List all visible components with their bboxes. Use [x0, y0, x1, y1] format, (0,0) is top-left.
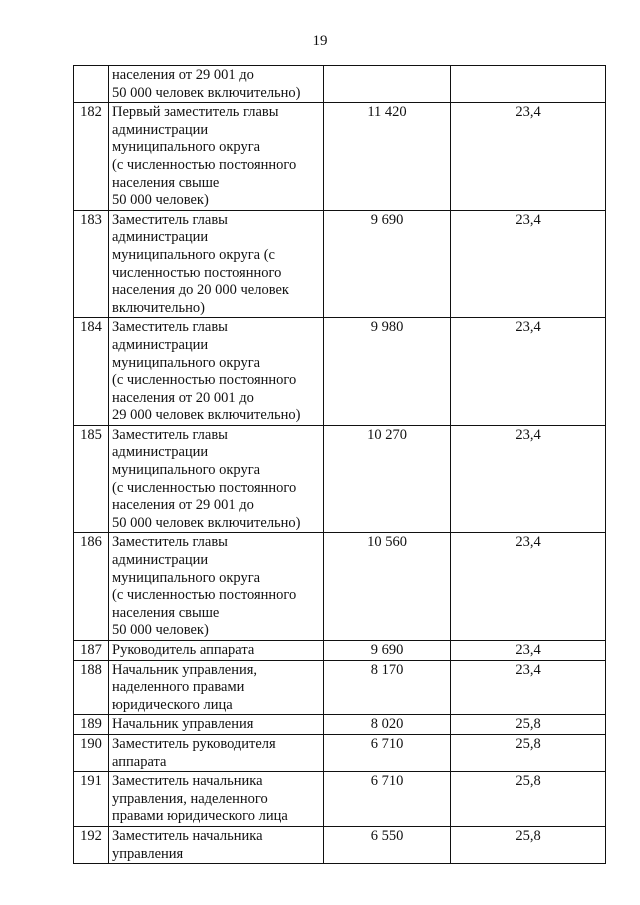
row-number-cell: 192 [74, 826, 109, 863]
rate-cell: 23,4 [451, 425, 606, 533]
position-name-line: 50 000 человек) [112, 192, 209, 209]
position-name-line: Заместитель главы [112, 534, 228, 551]
row-number-cell: 186 [74, 533, 109, 641]
salary-cell: 6 550 [324, 826, 451, 863]
table-row [74, 660, 606, 715]
position-name-line: управления [112, 845, 184, 862]
position-name-line: Заместитель главы [112, 319, 228, 336]
rate-cell: 23,4 [451, 533, 606, 641]
rate-cell: 23,4 [451, 103, 606, 211]
position-name-line: муниципального округа (с [112, 246, 275, 263]
position-name-cell [109, 715, 324, 735]
position-name-line: юридического лица [112, 696, 233, 713]
table-row [74, 826, 606, 863]
salary-cell: 9 980 [324, 318, 451, 426]
salary-cell: 11 420 [324, 103, 451, 211]
position-name-cell [109, 772, 324, 827]
position-name-cell [109, 103, 324, 211]
table-row [74, 425, 606, 533]
rate-cell: 25,8 [451, 826, 606, 863]
position-name-line: администрации [112, 121, 209, 138]
position-name-line: (с численностью постоянного [112, 587, 297, 604]
position-name-line: Заместитель начальника [112, 773, 263, 790]
position-name-line: аппарата [112, 753, 167, 770]
position-name-line: населения от 20 001 до [112, 389, 254, 406]
table-row [74, 641, 606, 661]
position-name-line: Заместитель начальника [112, 827, 263, 844]
row-number-cell: 187 [74, 641, 109, 661]
position-name-line: (с численностью постоянного [112, 479, 297, 496]
position-name-line: администрации [112, 552, 209, 569]
table-row [74, 210, 606, 318]
table-row [74, 103, 606, 211]
rate-cell: 23,4 [451, 641, 606, 661]
row-number-cell: 188 [74, 660, 109, 715]
position-name-line: Начальник управления [112, 716, 254, 733]
position-name-line: 50 000 человек включительно) [112, 514, 301, 531]
position-name-line: наделенного правами [112, 679, 245, 696]
position-name-cell [109, 425, 324, 533]
position-name-line: муниципального округа [112, 139, 261, 156]
position-name-line: администрации [112, 444, 209, 461]
salary-cell: 8 020 [324, 715, 451, 735]
table-row [74, 772, 606, 827]
position-name-cell [109, 641, 324, 661]
table-row [74, 715, 606, 735]
row-number-cell: 190 [74, 734, 109, 771]
position-name-line: населения до 20 000 человек [112, 282, 289, 299]
position-name-line: Начальник управления, [112, 661, 258, 678]
position-name-line: Заместитель главы [112, 426, 228, 443]
position-name-line: муниципального округа [112, 354, 261, 371]
salary-cell: 6 710 [324, 772, 451, 827]
position-name-line: муниципального округа [112, 569, 261, 586]
position-name-cell [109, 826, 324, 863]
rate-cell [451, 66, 606, 103]
table-row [74, 66, 606, 103]
rate-cell: 25,8 [451, 734, 606, 771]
position-name-line: населения свыше [112, 174, 220, 191]
row-number-cell: 183 [74, 210, 109, 318]
position-name-line: 29 000 человек включительно) [112, 407, 301, 424]
rate-cell: 23,4 [451, 660, 606, 715]
salary-cell: 8 170 [324, 660, 451, 715]
row-number-cell: 189 [74, 715, 109, 735]
position-name-cell [109, 66, 324, 103]
salary-cell: 10 560 [324, 533, 451, 641]
positions-table [73, 65, 606, 864]
position-name-line: администрации [112, 336, 209, 353]
position-name-cell [109, 210, 324, 318]
salary-cell [324, 66, 451, 103]
position-name-line: населения свыше [112, 604, 220, 621]
table-row [74, 734, 606, 771]
position-name-line: (с численностью постоянного [112, 156, 297, 173]
row-number-cell: 182 [74, 103, 109, 211]
salary-cell: 9 690 [324, 641, 451, 661]
position-name-cell [109, 660, 324, 715]
position-name-line: муниципального округа [112, 462, 261, 479]
position-name-line: правами юридического лица [112, 808, 288, 825]
position-name-line: включительно) [112, 299, 205, 316]
row-number-cell: 191 [74, 772, 109, 827]
rate-cell: 23,4 [451, 318, 606, 426]
position-name-line: населения от 29 001 до [112, 497, 254, 514]
position-name-line: 50 000 человек включительно) [112, 84, 301, 101]
salary-cell: 10 270 [324, 425, 451, 533]
position-name-line: Руководитель аппарата [112, 642, 255, 658]
salary-cell: 9 690 [324, 210, 451, 318]
salary-cell: 6 710 [324, 734, 451, 771]
position-name-cell [109, 533, 324, 641]
rate-cell: 25,8 [451, 715, 606, 735]
position-name-line: населения от 29 001 до [112, 67, 254, 83]
rate-cell: 23,4 [451, 210, 606, 318]
position-name-line: 50 000 человек) [112, 622, 209, 639]
rate-cell: 25,8 [451, 772, 606, 827]
row-number-cell: 184 [74, 318, 109, 426]
position-name-cell [109, 734, 324, 771]
position-name-line: Заместитель главы [112, 211, 228, 228]
row-number-cell [74, 66, 109, 103]
position-name-line: (с численностью постоянного [112, 372, 297, 389]
position-name-line: управления, наделенного [112, 790, 268, 807]
position-name-line: Заместитель руководителя [112, 735, 276, 752]
positions-table-body [74, 66, 606, 864]
position-name-cell [109, 318, 324, 426]
table-row [74, 318, 606, 426]
table-row [74, 533, 606, 641]
position-name-line: Первый заместитель главы [112, 104, 279, 121]
position-name-line: администрации [112, 229, 209, 246]
row-number-cell: 185 [74, 425, 109, 533]
position-name-line: численностью постоянного [112, 264, 282, 281]
page-number: 19 [312, 33, 328, 49]
